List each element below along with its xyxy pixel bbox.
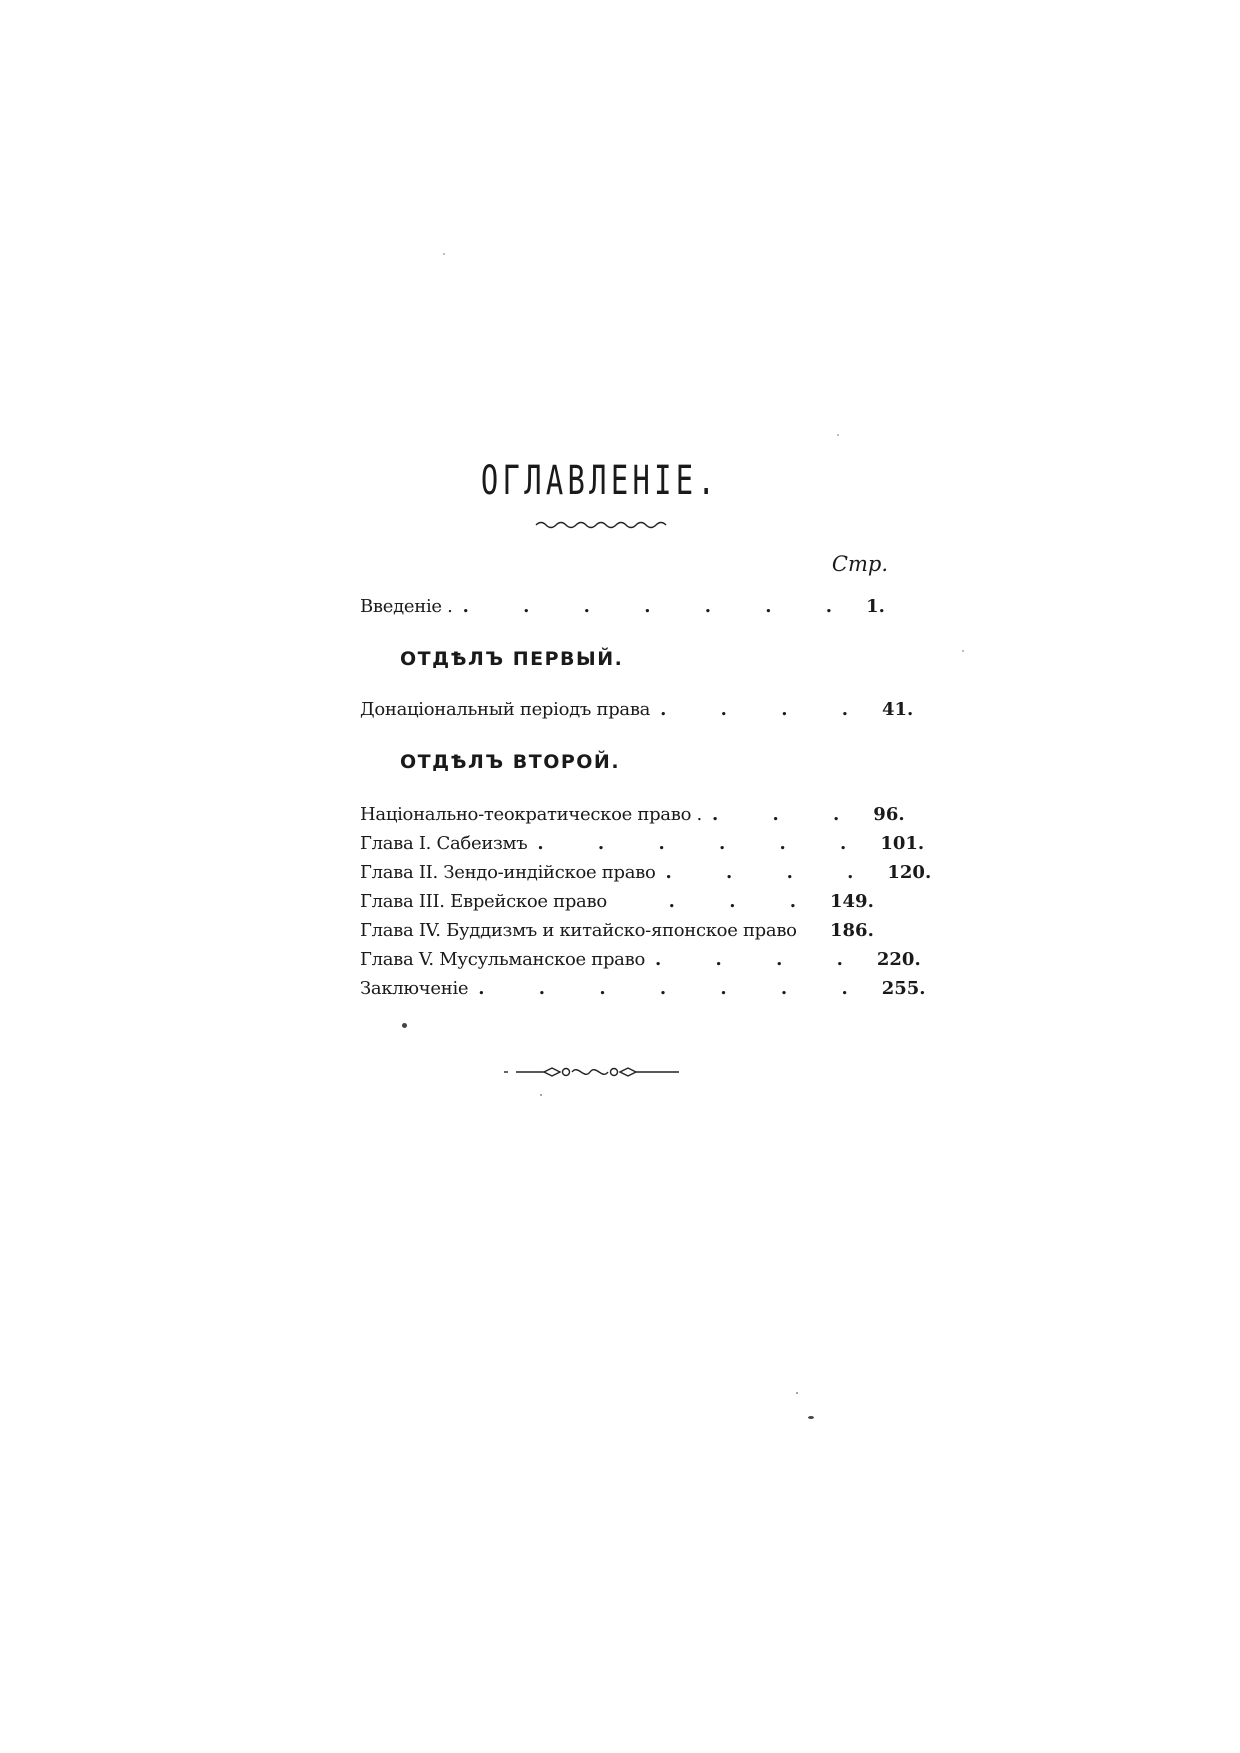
section-heading-part-two: ОТДѢЛЪ ВТОРОЙ. bbox=[400, 751, 621, 773]
print-speck bbox=[962, 650, 964, 652]
toc-leader-dots: . . . . bbox=[660, 699, 872, 720]
toc-entry-page: 1. bbox=[866, 596, 885, 617]
toc-entry-introduction[interactable] bbox=[360, 596, 885, 625]
end-ornament bbox=[504, 1062, 684, 1082]
toc-leader-dots: . . . . . . . bbox=[478, 978, 872, 999]
toc-leader-dots: . . . . . . . bbox=[462, 596, 857, 617]
toc-entry-chapter-4[interactable] bbox=[360, 920, 874, 949]
print-speck bbox=[443, 253, 445, 255]
toc-entry-chapter-5[interactable] bbox=[360, 949, 921, 978]
section-heading-part-one: ОТДѢЛЪ ПЕРВЫЙ. bbox=[400, 648, 624, 670]
toc-entry-national-theocratic[interactable] bbox=[360, 804, 905, 833]
toc-entry-page: 255. bbox=[881, 978, 926, 999]
toc-entry-label: Заключеніе bbox=[360, 978, 469, 999]
toc-entry-page: 149. bbox=[830, 891, 874, 912]
toc-leader-dots: . . . bbox=[711, 804, 864, 825]
toc-entry-label: Введеніе . bbox=[360, 596, 453, 617]
toc-leader-dots: . . . bbox=[668, 891, 820, 912]
toc-entry-page: 96. bbox=[873, 804, 905, 825]
page-title: ОГЛАВЛЕНІЕ. bbox=[480, 458, 720, 504]
toc-leader-dots: . . . . bbox=[655, 949, 867, 970]
print-speck bbox=[837, 434, 839, 436]
toc-entry-chapter-2[interactable] bbox=[360, 862, 932, 891]
title-underline-ornament bbox=[536, 520, 666, 530]
toc-entry-label: Глава III. Еврейское право bbox=[360, 891, 607, 912]
toc-entry-page: 101. bbox=[880, 833, 925, 854]
toc-entry-page: 41. bbox=[882, 699, 914, 720]
toc-entry-label: Донаціональный періодъ права bbox=[360, 699, 651, 720]
toc-entry-label: Глава I. Сабеизмъ bbox=[360, 833, 528, 854]
print-speck bbox=[808, 1416, 814, 1419]
page-column-header: Стр. bbox=[831, 552, 888, 576]
toc-entry-label: Глава II. Зендо-индійское право bbox=[360, 862, 656, 883]
toc-entry-conclusion[interactable] bbox=[360, 978, 926, 1007]
toc-leader-dots: . . . . bbox=[665, 862, 878, 883]
toc-entry-label: Національно-теократическое право . bbox=[360, 804, 702, 825]
toc-entry-label: Глава IV. Буддизмъ и китайско-японское право bbox=[360, 920, 797, 941]
print-speck bbox=[796, 1392, 798, 1394]
toc-entry-chapter-1[interactable] bbox=[360, 833, 925, 862]
toc-entry-prenational-period[interactable] bbox=[360, 699, 914, 728]
toc-entry-label: Глава V. Мусульманское право bbox=[360, 949, 645, 970]
toc-leader-dots: . . . . . . bbox=[537, 833, 871, 854]
toc-entry-page: 220. bbox=[876, 949, 921, 970]
toc-entry-page: 186. bbox=[830, 920, 874, 941]
toc-entry-chapter-3[interactable] bbox=[360, 891, 874, 920]
table-of-contents bbox=[360, 596, 932, 1007]
print-speck bbox=[540, 1094, 542, 1096]
toc-entry-page: 120. bbox=[887, 862, 932, 883]
print-speck bbox=[402, 1023, 407, 1028]
